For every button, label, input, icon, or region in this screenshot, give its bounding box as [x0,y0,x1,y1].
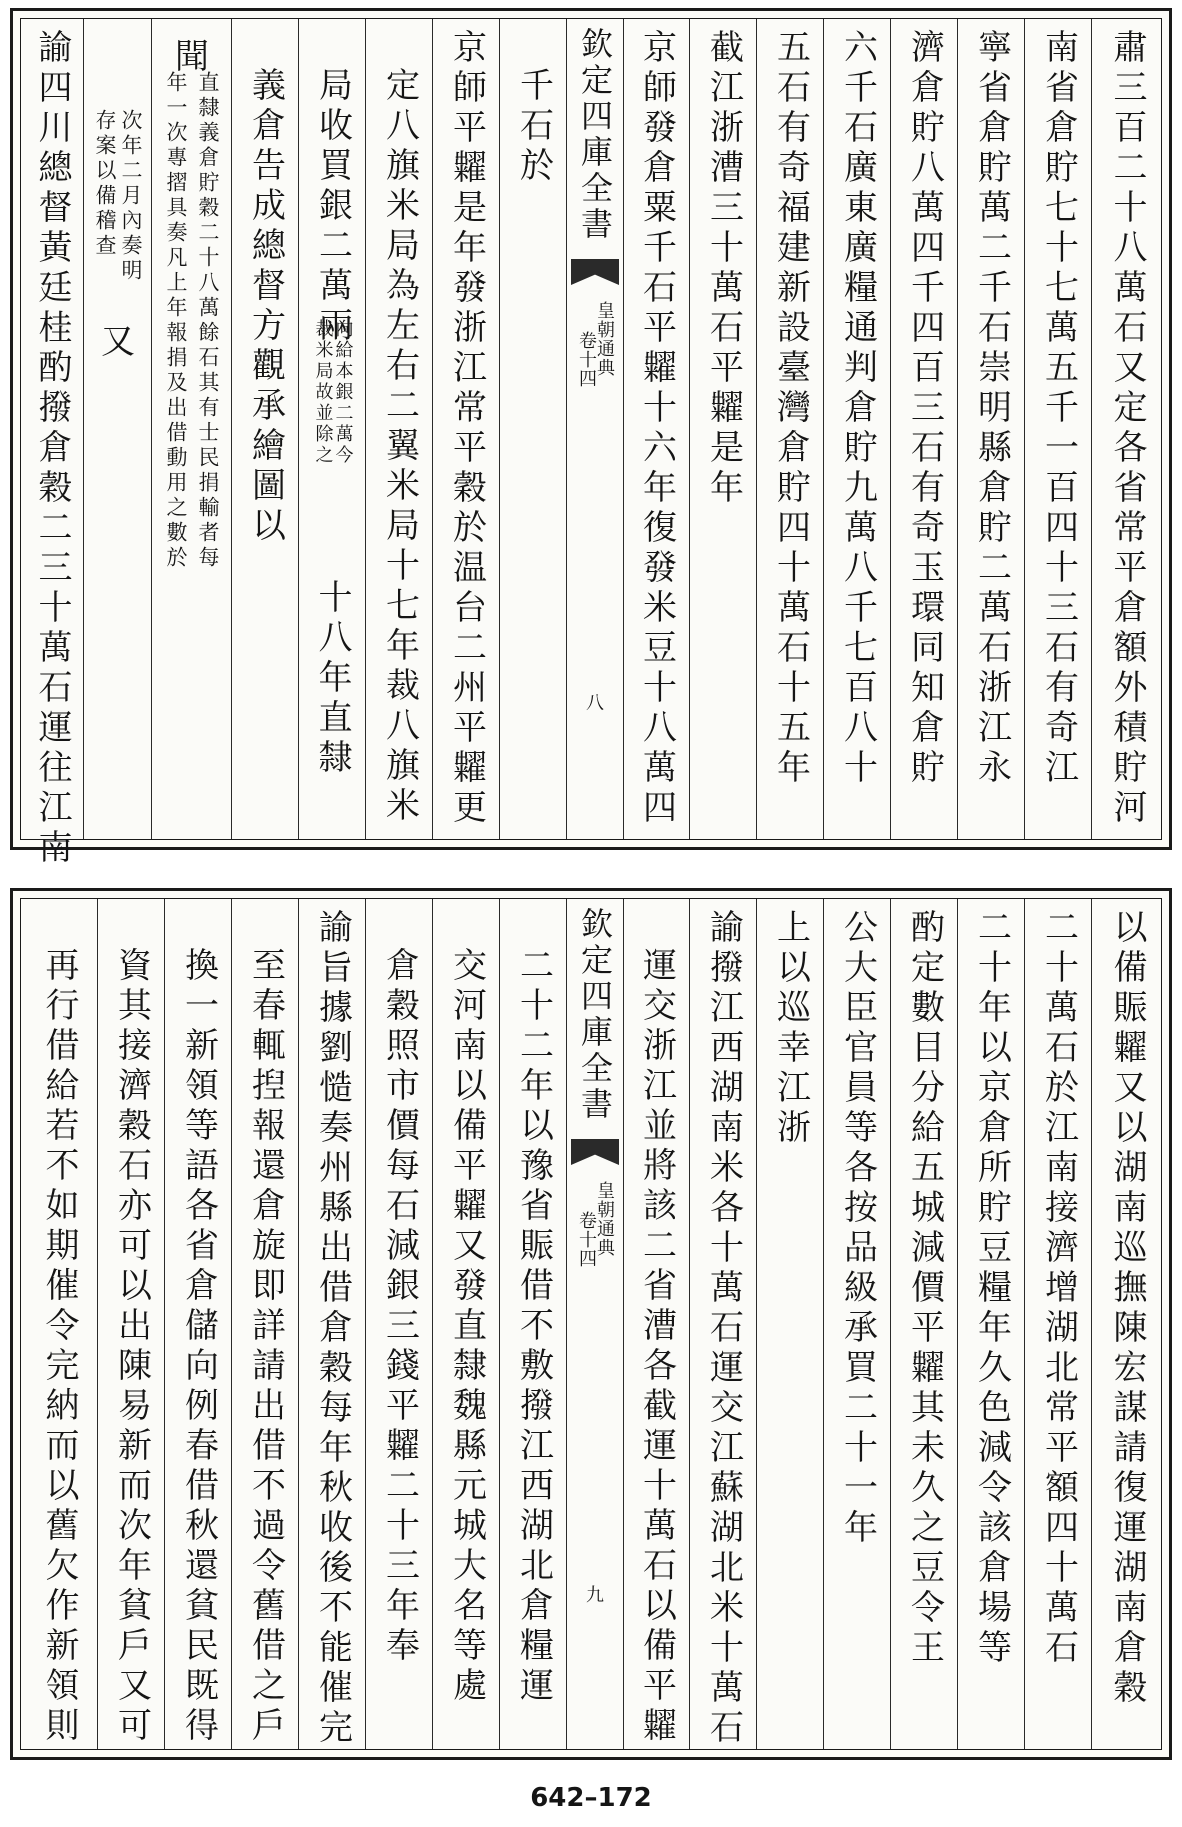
page-number: 八 [586,693,604,714]
column-text: 二十年以京倉所貯豆糧年久色減令該倉場等 [971,909,1012,1669]
text-column [622,899,690,1749]
column-text: 上以巡幸江浙 [770,909,811,1149]
column-text: 京師平糶是年發浙江常平穀於温台二州平糶更 [446,29,487,829]
column-text: 南省倉貯七十七萬五千一百四十三石有奇江 [1038,29,1079,789]
text-column [231,19,299,839]
column-text: 十八年直隸 [312,579,352,779]
text-column [890,19,958,839]
column-text: 交河南以備平糶又發直隸魏縣元城大名等處 [446,947,487,1707]
text-column [365,19,433,839]
column-text: 六千石廣東廣糧通判倉貯九萬八千七百八十 [837,29,878,789]
column-text: 再行借給若不如期催令完納而以舊欠作新領則 [39,947,79,1747]
column-text: 諭四川總督黃廷桂酌撥倉穀二三十萬石運往江南 [32,29,72,869]
page-number: 九 [586,1585,604,1606]
note-line: 年一次專摺具奏凡上年報捐及出借動用之數於 [164,71,188,571]
column-text: 運交浙江並將該二省漕各截運十萬石以備平糶 [636,947,677,1747]
text-column [1091,19,1162,839]
column-text: 京師發倉粟千石平糶十六年復發米豆十八萬四 [636,29,677,829]
volume-label: 卷十四 [576,1211,597,1268]
column-text: 定八旗米局為左右二翼米局十七年裁八旗米 [379,67,420,827]
column-text: 換一新領等語各省倉儲向例春借秋還貧民既得 [178,947,219,1747]
center-fold-strip [566,19,624,839]
column-text: 二十萬石於江南接濟增湖北常平額四十萬石 [1038,909,1079,1669]
inline-note [310,319,356,569]
fishtail-mark-icon [571,259,619,285]
note-line: 存案以備稽查 [93,109,117,259]
column-text: 肅三百二十八萬石又定各省常平倉額外積貯河 [1107,29,1147,829]
column-text: 公大臣官員等各按品級承買二十一年 [837,909,878,1549]
text-column [1091,899,1162,1749]
column-text: 倉穀照市價每石減銀三錢平糶二十三年奉 [379,947,420,1667]
text-column [823,899,891,1749]
book-title: 欽定四庫全書 [576,907,614,1123]
note-line: 次年二月內奏明 [119,109,143,284]
text-column [957,19,1025,839]
column-text: 五石有奇福建新設臺灣倉貯四十萬石十五年 [770,29,811,789]
column-text: 濟倉貯八萬四千四百三石有奇玉環同知倉貯 [904,29,945,789]
text-column [365,899,433,1749]
text-column [499,19,567,839]
column-text: 酌定數目分給五城減價平糶其未久之豆令王 [904,909,945,1669]
center-fold-strip [566,899,624,1749]
text-column [97,899,165,1749]
text-column [432,19,500,839]
column-text: 二十二年以豫省賑借不敷撥江西湖北倉糧運 [513,947,554,1707]
book-title: 欽定四庫全書 [576,27,614,243]
text-column [164,899,232,1749]
top-page-frame [20,18,1162,869]
column-text: 寧省倉貯萬二千石崇明縣倉貯二萬石浙江永 [971,29,1012,789]
text-column [298,19,366,839]
text-column [21,899,97,1749]
text-column [756,899,824,1749]
column-text: 千石於 [513,67,554,187]
note-line: 直隸義倉貯穀二十八萬餘石其有士民捐輸者每 [196,71,220,571]
column-text: 至春輒揑報還倉旋即詳請出借不過令舊借之戶 [245,947,286,1747]
column-text: 以備賑糶又以湖南巡撫陳宏謀請復運湖南倉穀 [1107,909,1147,1709]
note-line: 裁米局故並除之 [312,319,334,466]
column-text: 諭撥江西湖南米各十萬石運交江蘇湖北米十萬石 [703,909,744,1749]
double-note [161,71,223,831]
text-column [83,19,152,839]
text-column [151,19,232,839]
column-text: 聞 [175,37,209,77]
top-page [10,8,1172,869]
text-column [499,899,567,1749]
text-column [890,899,958,1749]
text-column [231,899,299,1749]
text-column [957,899,1025,1749]
bottom-page-frame [20,898,1162,1750]
text-column [1024,19,1092,839]
page-code: 642–172 [530,1783,652,1813]
column-text: 諭旨據劉慥奏州縣出借倉穀每年秋收後不能催完 [312,909,353,1749]
bottom-page [10,888,1172,1760]
text-column [298,899,366,1749]
text-column [432,899,500,1749]
column-text: 又 [101,322,135,362]
text-column [689,899,757,1749]
double-note [90,109,146,409]
text-column [21,19,83,869]
column-text: 截江浙漕三十萬石平糶是年 [703,29,744,509]
text-column [823,19,891,839]
fishtail-mark-icon [571,1139,619,1165]
column-text: 局收買銀二萬兩 [312,67,353,347]
column-text: 資其接濟穀石亦可以出陳易新而次年貧戶又可 [111,947,152,1747]
sub-title: 皇朝通典 [594,1181,615,1257]
note-line: 向給本銀二萬今 [332,319,354,466]
volume-label: 卷十四 [576,331,597,388]
column-text: 義倉告成總督方觀承繪圖以 [245,67,286,547]
sub-title: 皇朝通典 [594,301,615,377]
text-column [756,19,824,839]
text-column [622,19,690,839]
text-column [689,19,757,839]
text-column [1024,899,1092,1749]
